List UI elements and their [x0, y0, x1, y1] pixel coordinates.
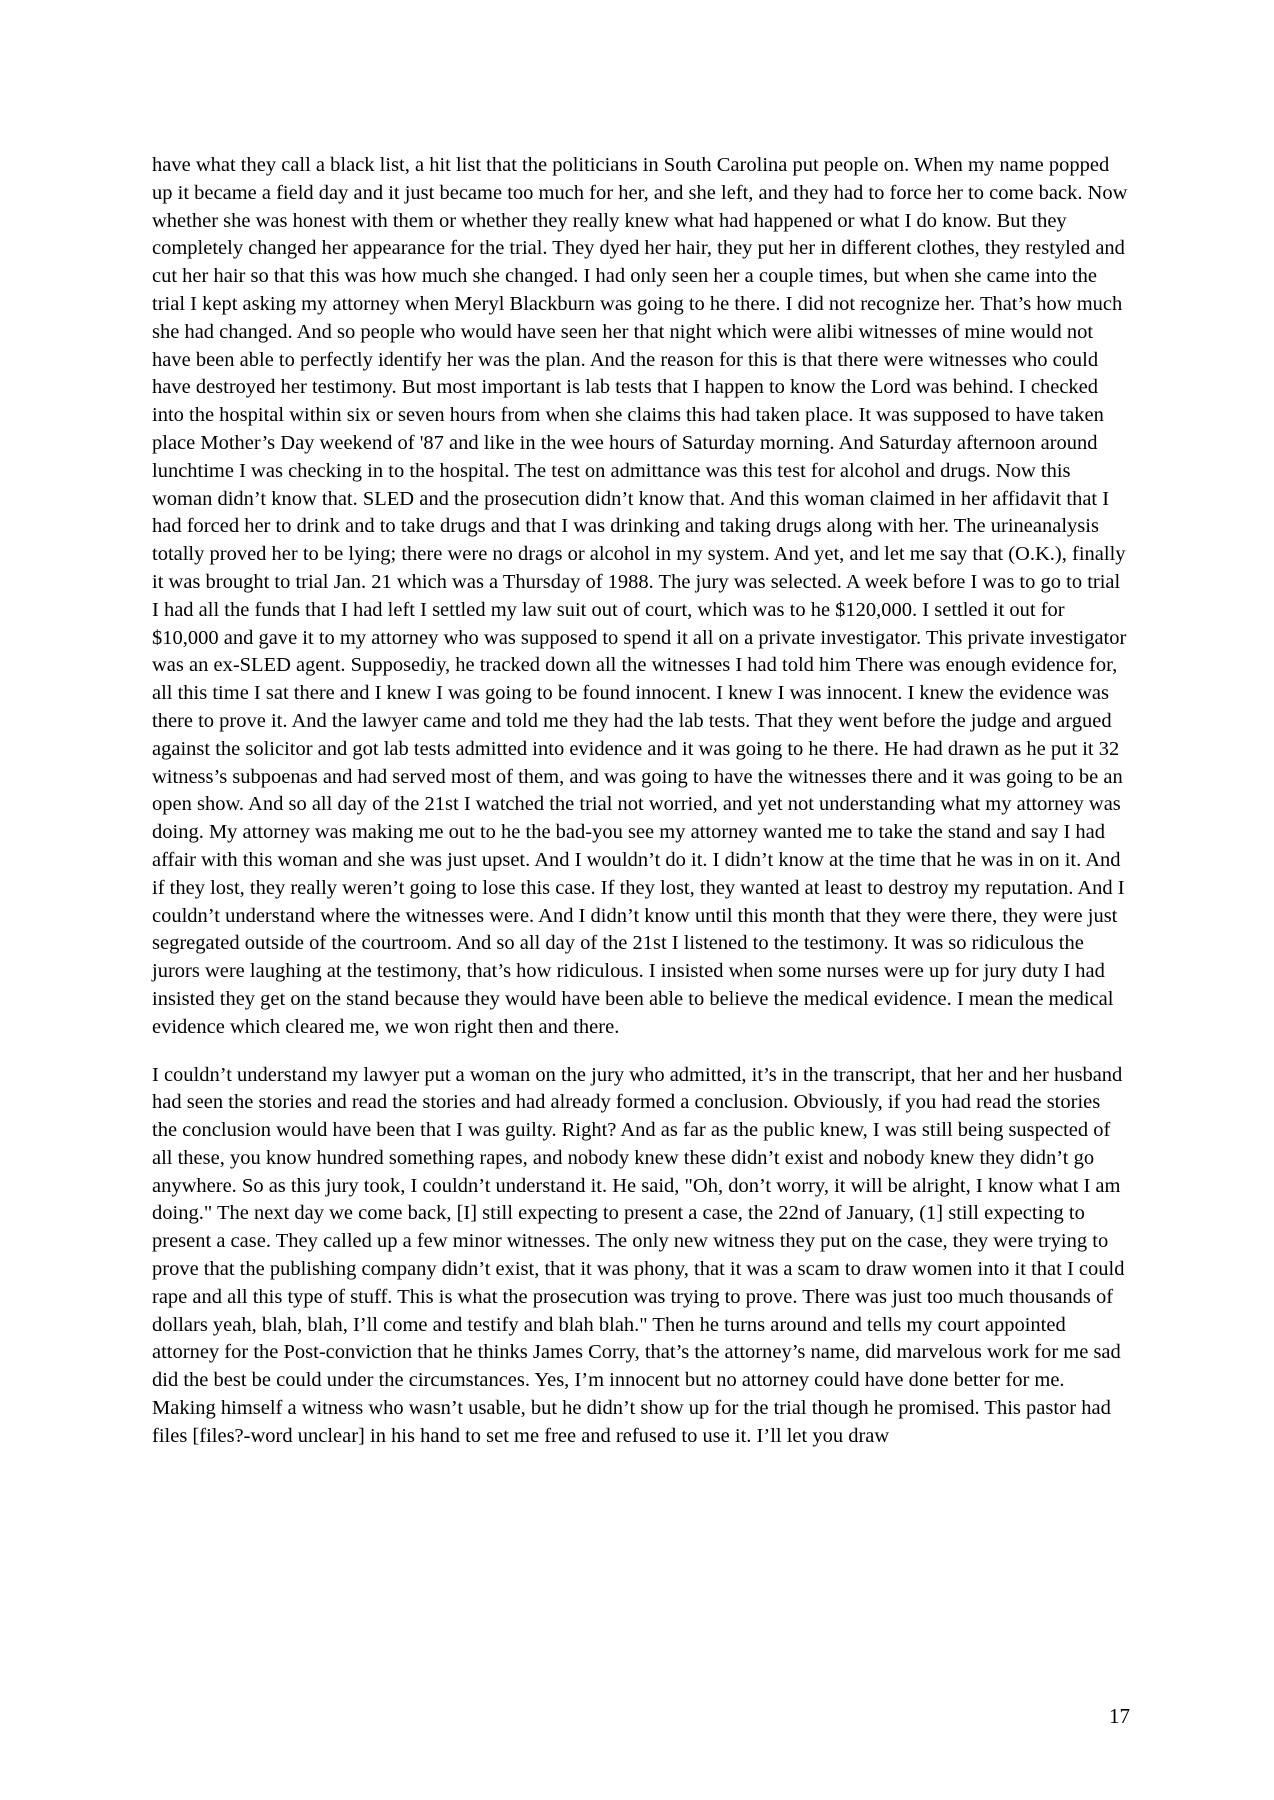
page-number: 17	[1109, 1704, 1130, 1728]
paragraph-2: I couldn’t understand my lawyer put a woman on the jury who admitted, it’s in the transcript, that her and her husband had seen the stories and read the stories and had already formed a conclusion. Obviously, if you had read the stories the conclusion would have been that I was guilty. Right? And as far as the public knew, I was still being suspected of all these, you know hundred something rapes, and nobody knew these didn’t exist and nobody knew they didn’t go anywhere. So as this jury took, I couldn’t understand it. He said, "Oh, don’t worry, it will be alright, I know what I am doing." The next day we come back, [I] still expecting to present a case, the 22nd of January, (1] still expecting to present a case. They called up a few minor witnesses. The only new witness they put on the case, they were trying to prove that the publishing company didn’t exist, that it was phony, that it was a scam to draw women into it that I could rape and all this type of stuff. This is what the prosecution was trying to prove. There was just too much thousands of dollars yeah, blah, blah, I’ll come and testify and blah blah." Then he turns around and tells my court appointed attorney for the Post-conviction that he thinks James Corry, that’s the attorney’s name, did marvelous work for me sad did the best be could under the circumstances. Yes, I’m innocent but no attorney could have done better for me. Making himself a witness who wasn’t usable, but he didn’t show up for the trial though he promised. This pastor had files [files?-word unclear] in his hand to set me free and refused to use it. I’ll let you draw	[152, 1063, 1125, 1447]
body-text	[152, 152, 1130, 1471]
paragraph-1: have what they call a black list, a hit list that the politicians in South Carolina put people on. When my name popped up it became a field day and it just became too much for her, and she left, and they had to force her to come back. Now whether she was honest with them or whether they really knew what had happened or what I do know. But they completely changed her appearance for the trial. They dyed her hair, they put her in different clothes, they restyled and cut her hair so that this was how much she changed. I had only seen her a couple times, but when she came into the trial I kept asking my attorney when Meryl Blackburn was going to he there. I did not recognize her. That’s how much she had changed. And so people who would have seen her that night which were alibi witnesses of mine would not have been able to perfectly identify her was the plan. And the reason for this is that there were witnesses who could have destroyed her testimony. But most important is lab tests that I happen to know the Lord was behind. I checked into the hospital within six or seven hours from when she claims this had taken place. It was supposed to have taken place Mother’s Day weekend of '87 and like in the wee hours of Saturday morning. And Saturday afternoon around lunchtime I was checking in to the hospital. The test on admittance was this test for alcohol and drugs. Now this woman didn’t know that. SLED and the prosecution didn’t know that. And this woman claimed in her affidavit that I had forced her to drink and to take drugs and that I was drinking and taking drugs along with her. The urineanalysis totally proved her to be lying; there were no drags or alcohol in my system. And yet, and let me say that (O.K.), finally it was brought to trial Jan. 21 which was a Thursday of 1988. The jury was selected. A week before I was to go to trial I had all the funds that I had left I settled my law suit out of court, which was to he $120,000. I settled it out for $10,000 and gave it to my attorney who was supposed to spend it all on a private investigator. This private investigator was an ex-SLED agent. Supposediy, he tracked down all the witnesses I had told him There was enough evidence for, all this time I sat there and I knew I was going to be found innocent. I knew I was innocent. I knew the evidence was there to prove it. And the lawyer came and told me they had the lab tests. That they went before the judge and argued against the solicitor and got lab tests admitted into evidence and it was going to he there. He had drawn as he put it 32 witness’s subpoenas and had served most of them, and was going to have the witnesses there and it was going to be an open show. And so all day of the 21st I watched the trial not worried, and yet not understanding what my attorney was doing. My attorney was making me out to he the bad-you see my attorney wanted me to take the stand and say I had affair with this woman and she was just upset. And I wouldn’t do it. I didn’t know at the time that he was in on it. And if they lost, they really weren’t going to lose this case. If they lost, they wanted at least to destroy my reputation. And I couldn’t understand where the witnesses were. And I didn’t know until this month that they were there, they were just segregated outside of the courtroom. And so all day of the 21st I listened to the testimony. It was so ridiculous the jurors were laughing at the testimony, that’s how ridiculous. I insisted when some nurses were up for jury duty I had insisted they get on the stand because they would have been able to believe the medical evidence. I mean the medical evidence which cleared me, we won right then and there.	[152, 154, 1128, 1038]
